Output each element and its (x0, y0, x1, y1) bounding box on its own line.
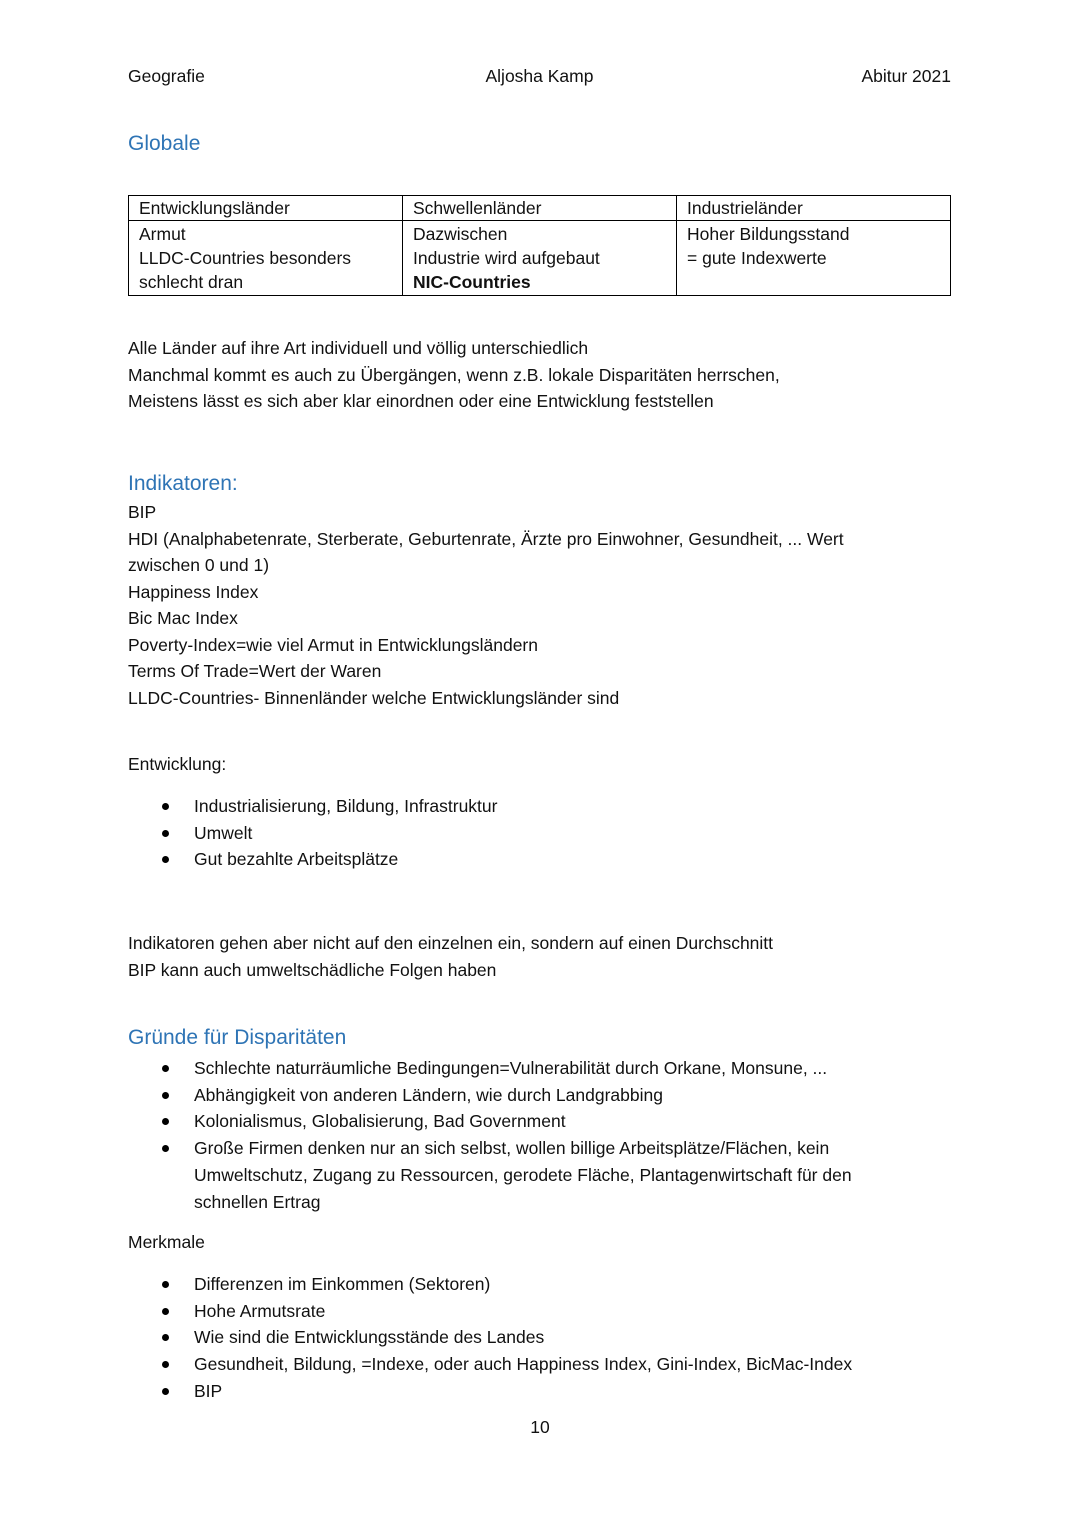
list-item-text: BIP (194, 1380, 223, 1401)
cell-line-bold: NIC-Countries (413, 272, 531, 292)
country-classification-table (128, 195, 951, 296)
indicator-line: zwischen 0 und 1) (128, 555, 270, 575)
list-item (128, 1271, 888, 1298)
table-header-row (129, 196, 951, 221)
merkmale-list (128, 1271, 888, 1405)
page-header (128, 66, 951, 88)
bullet-icon (162, 856, 169, 863)
list-item (128, 1108, 888, 1135)
column-header: Schwellenländer (403, 196, 677, 221)
list-item (128, 1324, 888, 1351)
indicator-line: HDI (Analphabetenrate, Sterberate, Geburtenrate, Ärzte pro Einwohner, Gesundheit, ... Wert (128, 528, 844, 549)
list-item-text: Gesundheit, Bildung, =Indexe, oder auch Happiness Index, Gini-Index, BicMac-Index (194, 1354, 853, 1375)
header-author: Aljosha Kamp (485, 66, 594, 86)
paragraph-line: Manchmal kommt es auch zu Übergängen, wenn z.B. lokale Disparitäten herrschen, (128, 364, 780, 385)
label-merkmale: Merkmale (128, 1232, 205, 1252)
paragraph-line: BIP kann auch umweltschädliche Folgen haben (128, 959, 497, 980)
cell-line: LLDC-Countries besonders (139, 248, 352, 268)
paragraph-line: Indikatoren gehen aber nicht auf den einzelnen ein, sondern auf einen Durchschnitt (128, 933, 774, 953)
note-paragraph (128, 930, 773, 983)
list-item-text: Abhängigkeit von anderen Ländern, wie durch Landgrabbing (194, 1084, 663, 1105)
indicator-line: Terms Of Trade=Wert der Waren (128, 661, 382, 681)
indicator-line: LLDC-Countries- Binnenländer welche Entwicklungsländer sind (128, 687, 620, 708)
list-item (128, 1298, 888, 1325)
indicator-line: Happiness Index (128, 581, 259, 602)
bullet-icon (162, 1361, 169, 1368)
list-item (128, 1378, 888, 1405)
table-cell-industrielaender (677, 221, 951, 296)
bullet-icon (162, 830, 169, 837)
list-item (128, 1351, 888, 1378)
table-row (129, 221, 951, 296)
list-item-text: Umwelt (194, 822, 253, 843)
list-item-text: Industrialisierung, Bildung, Infrastruktur (194, 796, 498, 816)
bullet-icon (162, 1092, 169, 1099)
label-entwicklung: Entwicklung: (128, 754, 227, 774)
header-subject: Geografie (128, 66, 205, 86)
cell-line: Dazwischen (413, 224, 508, 244)
heading-gruende: Gründe für Disparitäten (128, 1026, 347, 1049)
column-header: Industrieländer (677, 196, 951, 221)
column-header: Entwicklungsländer (129, 196, 403, 221)
table-cell-schwellenlaender (403, 221, 677, 296)
list-item-text: Kolonialismus, Globalisierung, Bad Government (194, 1111, 566, 1132)
page-number: 10 (530, 1417, 550, 1437)
cell-line: = gute Indexwerte (687, 248, 827, 268)
bullet-icon (162, 1145, 169, 1152)
bullet-icon (162, 1281, 169, 1288)
list-item-text: Hohe Armutsrate (194, 1300, 326, 1321)
bullet-icon (162, 1334, 169, 1341)
bullet-icon (162, 1388, 169, 1395)
cell-line: Industrie wird aufgebaut (413, 248, 600, 268)
header-exam: Abitur 2021 (861, 66, 951, 86)
bullet-icon (162, 1065, 169, 1072)
indicator-line: Bic Mac Index (128, 608, 238, 628)
bullet-icon (162, 803, 169, 810)
indikatoren-list (128, 499, 844, 711)
list-item (128, 1082, 888, 1109)
cell-line: schlecht dran (139, 272, 244, 292)
heading-globale: Globale (128, 132, 201, 155)
heading-indikatoren: Indikatoren: (128, 472, 238, 495)
intro-paragraph (128, 335, 780, 415)
gruende-list (128, 1055, 888, 1215)
list-item-text: Differenzen im Einkommen (Sektoren) (194, 1274, 491, 1294)
list-item-text: Wie sind die Entwicklungsstände des Landes (194, 1327, 545, 1348)
bullet-icon (162, 1308, 169, 1315)
list-item-text: Gut bezahlte Arbeitsplätze (194, 849, 399, 870)
list-item (128, 1055, 888, 1082)
paragraph-line: Meistens lässt es sich aber klar einordnen oder eine Entwicklung feststellen (128, 391, 714, 411)
indicator-line: BIP (128, 502, 157, 522)
list-item (128, 1135, 888, 1215)
list-item-text: Große Firmen denken nur an sich selbst, wollen billige Arbeitsplätze/Flächen, kein Umweltschutz, Zugang zu Ressourcen, gerodete Fläche, Plantagenwirtschaft für den schnellen Ertrag (194, 1138, 852, 1212)
indicator-line: Poverty-Index=wie viel Armut in Entwicklungsländern (128, 634, 538, 655)
paragraph-line: Alle Länder auf ihre Art individuell und völlig unterschiedlich (128, 338, 589, 358)
cell-line: Hoher Bildungsstand (687, 224, 850, 244)
cell-line: Armut (139, 224, 186, 244)
list-item (128, 820, 888, 847)
list-item (128, 793, 888, 820)
entwicklung-list (128, 793, 888, 873)
table-cell-entwicklungslaender (129, 221, 403, 296)
list-item-text: Schlechte naturräumliche Bedingungen=Vulnerabilität durch Orkane, Monsune, ... (194, 1058, 828, 1078)
bullet-icon (162, 1118, 169, 1125)
list-item (128, 846, 888, 873)
